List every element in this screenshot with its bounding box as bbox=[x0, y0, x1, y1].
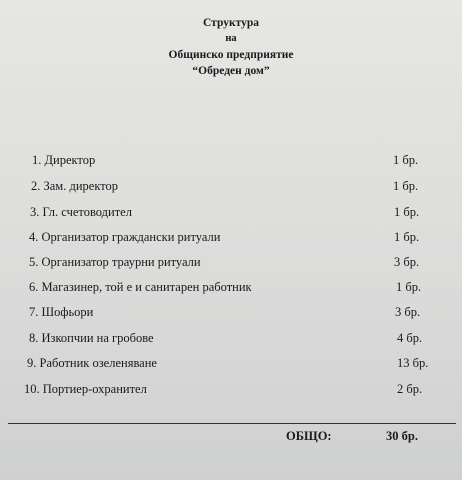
total-value: 30 бр. bbox=[386, 429, 418, 443]
staff-row bbox=[0, 150, 462, 170]
staff-row bbox=[0, 353, 462, 373]
staff-position-label: 7. Шофьори bbox=[29, 305, 94, 319]
staff-row bbox=[0, 328, 462, 348]
staff-row bbox=[0, 227, 462, 247]
staff-position-label: 6. Магазинер, той е и санитарен работник bbox=[29, 280, 252, 294]
doc-title-organization: Общинско предприятие bbox=[168, 49, 294, 61]
staff-position-label: 2. Зам. директор bbox=[31, 179, 119, 193]
staff-count: 4 бр. bbox=[397, 331, 423, 345]
staff-position-label: 9. Работник озеленяване bbox=[27, 356, 157, 370]
staff-row bbox=[0, 379, 462, 399]
staff-position-label: 5. Организатор траурни ритуали bbox=[29, 255, 201, 269]
total-divider-line bbox=[8, 423, 456, 424]
staff-count: 2 бр. bbox=[397, 382, 423, 396]
staff-count: 13 бр. bbox=[397, 356, 429, 370]
staff-position-label: 10. Портиер-охранител bbox=[24, 382, 147, 396]
staff-position-label: 4. Организатор граждански ритуали bbox=[29, 230, 221, 244]
staff-count: 1 бр. bbox=[393, 153, 419, 167]
total-label: ОБЩО: bbox=[286, 429, 332, 443]
staff-count: 3 бр. bbox=[395, 305, 421, 319]
staff-position-label: 1. Директор bbox=[32, 153, 96, 167]
doc-title-preposition: на bbox=[225, 33, 237, 44]
staff-position-label: 8. Изкопчии на гробове bbox=[29, 331, 154, 345]
staff-count: 1 бр. bbox=[396, 280, 422, 294]
staff-row bbox=[0, 252, 462, 272]
doc-title: Структура bbox=[203, 17, 259, 29]
staff-position-label: 3. Гл. счетоводител bbox=[30, 205, 132, 219]
staff-count: 1 бр. bbox=[394, 230, 420, 244]
staff-count: 1 бр. bbox=[393, 179, 419, 193]
staff-row bbox=[0, 176, 462, 196]
staff-row bbox=[0, 202, 462, 222]
staff-count: 3 бр. bbox=[394, 255, 420, 269]
staff-count: 1 бр. bbox=[394, 205, 420, 219]
doc-title-entity-name: “Обреден дом” bbox=[192, 65, 270, 77]
staff-row bbox=[0, 277, 462, 297]
staff-row bbox=[0, 302, 462, 322]
